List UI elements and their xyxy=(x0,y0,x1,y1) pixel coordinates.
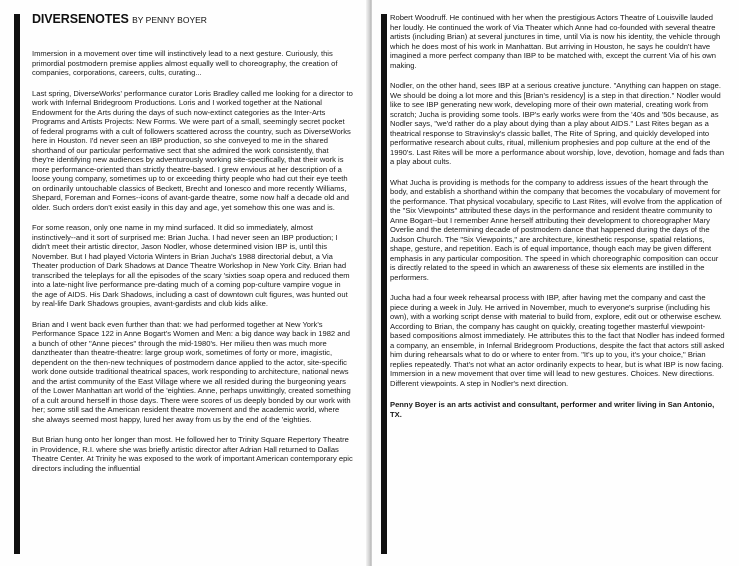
paragraph: Brian and I went back even further than that: we had performed together at New York's Performance Space 122 in Anne Bogart's Women and Men: a big dance way back in 1982 and a bunch of other "Anne pieces" through the mid-1980's. Her milieu then was much more danztheater than theatre-theatre: large group work, sometimes of forty or more, imagistic, dependent on the then-new techniques of postmodern dance applied to the actor, site-specific work done outside traditional theatrical spaces, work responding to architecture, national news and the artist community of the East Village where we all resided during the burgeoning years of the Lower Manhattan art world of the 'eighties. Anne, perhaps unwittingly, created something of a cult around herself in those days. There were scores of us deeply bonded by our work with her; some still sad the American resident theatre movement and the academic world, where she always seemed most happy, lured her away from us by the end of the 'eighties. xyxy=(32,319,351,424)
paragraph: Jucha had a four week rehearsal process with IBP, after having met the company and cast the piece during a week in July. He arrived in November, much to everyone's surprise (including his own), with a working script dense with material to build from, explore, edit out or otherwise eschew. According to Brian, the company has caught on quickly, creating together masterful viewpoint-based compositions almost immediately. He attributes this to the fact that Nodler has indeed formed a company, an ensemble, in Infernal Bridegroom Productions, despite the fact that actors still asked him during rehearsals what to do or where to enter from. "It's up to you, it's your choice," Brian replies repeatedly. That's not what an actor ordinarily expects to hear, but is what IBP is now facing. Immersion in a new movement that over time will lead to new gestures. Choices. New directions. Different viewpoints. A step in Nodler's next direction. xyxy=(390,293,725,388)
author-bio: Penny Boyer is an arts activist and consultant, performer and writer living in San Antonio, TX. xyxy=(390,400,715,419)
right-margin-rule xyxy=(381,14,387,554)
article-heading xyxy=(32,13,353,27)
left-column xyxy=(32,13,353,484)
right-page xyxy=(372,0,739,566)
article-title: DIVERSENOTES xyxy=(32,12,129,26)
paragraph: Nodler, on the other hand, sees IBP at a serious creative juncture. "Anything can happen on stage. We should be doing a lot more and this [Brian's residency] is a step in that direction." Nodler would like to see IBP generating new work, developing more of their own material, creating work from scratch; Jucha is providing some tools. IBP's early works were from the '40s and '50s because, as Nodler says, "we'd rather do a play about dying than a play about AIDS." Last Rites began as a theatrical response to Stravinsky's classic ballet, The Rite of Spring, and quickly developed into performative research about cults, ritual, millenium prophesies and pop culture at the end of the 1990's. Last Rites will be more a performance about worship, love, devotion, homage and fads than a play about cults. xyxy=(390,81,725,166)
paragraph: Robert Woodruff. He continued with her when the prestigious Actors Theatre of Louisville lauded her loudly. He continued the work of Via Theater which Anne had co-founded with several theatre artists (including Brian) at several junctures in time, until Via is now his identity, the vehicle through which he does most of his work in Manhattan. But arriving in Houston, he says he couldn't have imagined a more perfect company than IBP to be matched with, except the current Via of his own making. xyxy=(390,13,721,70)
paragraph: But Brian hung onto her longer than most. He followed her to Trinity Square Repertory Theatre in Providence, R.I. where she was briefly artistic director after Adrian Hall returned to Dallas Theatre Center. At Trinity he was exposed to the work of important American contemporary epic directors including the influential xyxy=(32,435,353,473)
left-page xyxy=(0,0,368,566)
paragraph: Last spring, DiverseWorks' performance curator Loris Bradley called me looking for a director to work with Infernal Bridegroom Productions. Loris and I worked together at the National Endowment for the Arts during the days of such now-extinct categories as the Inter-Arts Programs and Artists Projects: New Forms. We were part of a small, seemingly secret pocket of federal programs with a cult of followers scattered across the country, such as DiverseWorks here in Houston. I'd never seen an IBP production, so she conveyed to me in the shared shorthand of our particular performative sect that she admired the work consistently, that they're identifying new audiences by adventurously working site-specifically, that their work is more performance-oriented than strictly theatre-based. I grew envious at her description of a loose young company, sometimes up to or exceeding thirty people who had cut their eye teeth on ordinarily untouchable classics of Beckett, Brecht and Ionesco and more recently Williams, Shepard, Foreman and Fornes--icons of avant-garde theatre, some now half a decade old and older. Such orders don't exist easily in this day and age, yet somehow this one was and is. xyxy=(32,88,353,212)
paragraph: For some reason, only one name in my mind surfaced. It did so immediately, almost instinctively--and it sort of surprised me: Brian Jucha. I had never seen an IBP production; I didn't meet their artistic director, Jason Nodler, whose determined vision IBP is, until this November. But I had played Victoria Winters in Brian Jucha's 1988 directorial debut, a Via Theater production of Dark Shadows at Dance Theatre Workshop in New York City. Brian had transcribed the teleplays for all the episodes of the scary 'sixties soap opera and reduced them into a late-night live performance pre-dating much of a coming pop-culture vampire vogue in the age of AIDS. His Dark Shadows, including a cast of downtown cult figures, was hunted out by real-life Dark Shadows groupies, avant-gardists and club kids alike. xyxy=(32,223,350,308)
paragraph: Immersion in a movement over time will instinctively lead to a next gesture. Curiously, this primordial postmodern premise applies almost equally well to choreography, the creation of companies, corporations, careers, cults, curating... xyxy=(32,49,338,77)
article-byline: BY PENNY BOYER xyxy=(132,15,207,25)
right-column xyxy=(390,13,725,430)
paragraph: What Jucha is providing is methods for the company to address issues of the heart through the body, and establish a shorthand within the company that becomes the vocabulary of movement for the performance. That physical vocabulary, specific to Last Rites, will evolve from the application of the "Six Viewpoints" attributed these days in the performance and resident theatre community to Anne Bogart--but I remember Anne herself attributing their development to choreographer Mary Overlie and the determining decade of postmodern dance that happened during the days of the Judson Church. The "Six Viewpoints," are architecture, kinesthetic response, spatial relations, shape, gesture, and repetition. Each is of equal importance, though each may be given different emphasis in any particular composition. The speed in which choreographic composition can occur is directly related to the speed in which an awareness of these six elements are instilled in the performers. xyxy=(390,177,722,282)
left-margin-rule xyxy=(14,14,20,554)
